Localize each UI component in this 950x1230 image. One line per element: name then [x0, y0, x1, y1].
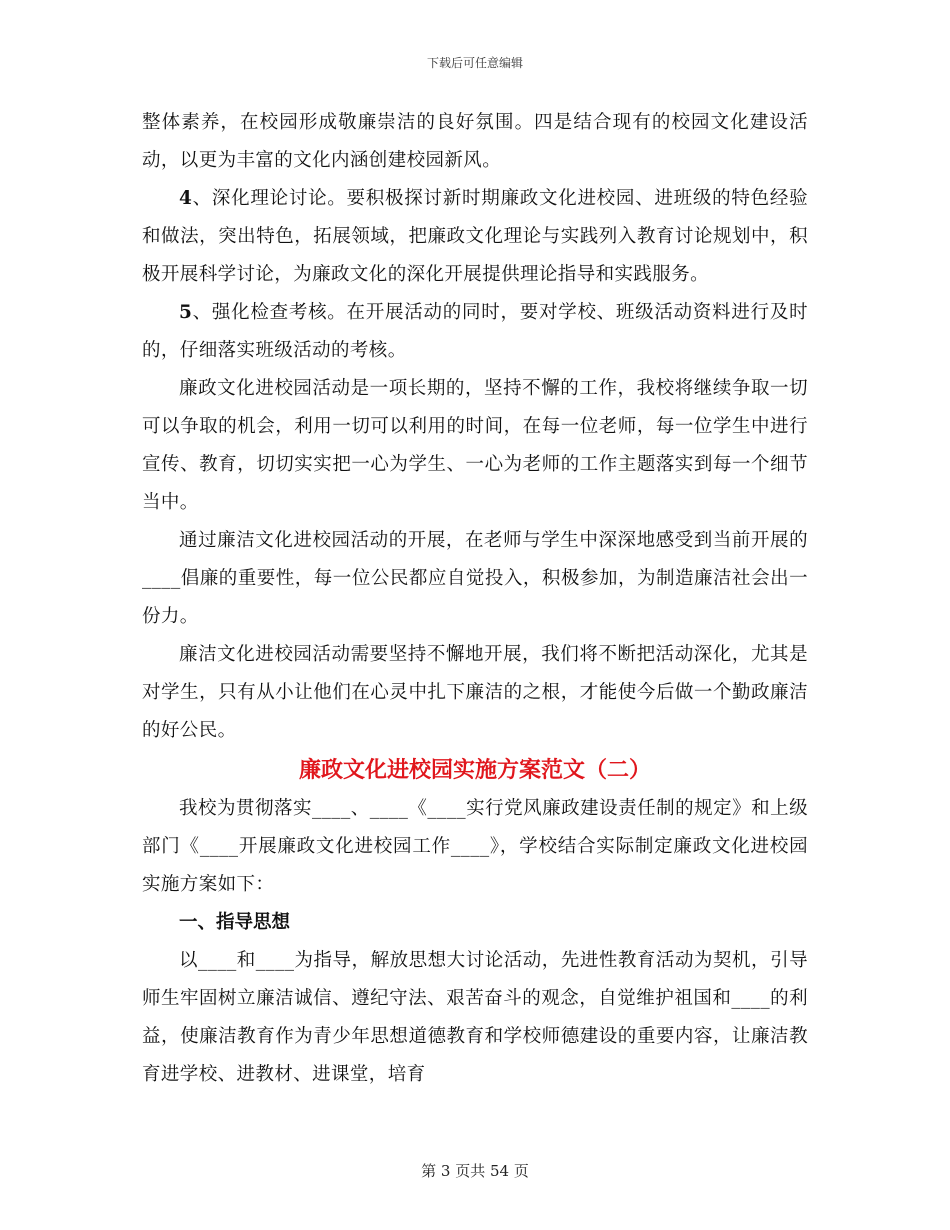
page-footer: 第 3 页共 54 页 [421, 1162, 529, 1180]
heading-guiding-thought: 一、指导思想 [179, 912, 291, 933]
paragraph-long-term: 廉政文化进校园活动是一项长期的，坚持不懈的工作，我校将继续争取一切可以争取的机会，利用一切可以利用的时间，在每一位老师，每一位学生中进行宣传、教育，切切实实把一心为学生、一心为老师的工作主题落实到每一个细节当中。 [142, 378, 808, 513]
paragraph-guiding-thought: 以____和____为指导，解放思想大讨论活动，先进性教育活动为契机，引导师生牢固树立廉洁诚信、遵纪守法、艰苦奋斗的观念，自觉维护祖国和____的利益，使廉洁教育作为青少年思想道德教育和学校师德建设的重要内容，让廉洁教育进学校、进教材、进课堂，培育 [142, 950, 808, 1085]
paragraph-continuation: 整体素养，在校园形成敬廉崇洁的良好氛围。四是结合现有的校园文化建设活动，以更为丰富的文化内涵创建校园新风。 [142, 112, 808, 171]
item-4-text: 、深化理论讨论。要积极探讨新时期廉政文化进校园、进班级的特色经验和做法，突出特色，拓展领域，把廉政文化理论与实践列入教育讨论规划中，积极开展科学讨论，为廉政文化的深化开展提供理论指导和实践服务。 [142, 188, 808, 285]
section-title: 廉政文化进校园实施方案范文（二） [298, 758, 651, 783]
page-header: 下载后可任意编辑 [426, 56, 523, 70]
item-number-5: 5 [179, 302, 193, 323]
paragraph-item-5 [142, 294, 808, 370]
section-intro: 我校为贯彻落实____、____《____实行党风廉政建设责任制的规定》和上级部门《____开展廉政文化进校园工作____》，学校结合实际制定廉政文化进校园实施方案如下： [142, 798, 808, 895]
item-5-text: 、强化检查考核。在开展活动的同时，要对学校、班级活动资料进行及时的，仔细落实班级活动的考核。 [142, 302, 808, 361]
paragraph-item-4 [142, 180, 808, 294]
paragraph-campus-activity: 通过廉洁文化进校园活动的开展，在老师与学生中深深地感受到当前开展的____倡廉的重要性，每一位公民都应自觉投入，积极参加，为制造廉洁社会出一份力。 [142, 530, 808, 627]
item-number-4: 4 [179, 188, 193, 209]
paragraph-persistence: 廉洁文化进校园活动需要坚持不懈地开展，我们将不断把活动深化，尤其是对学生，只有从小让他们在心灵中扎下廉洁的之根，才能使今后做一个勤政廉洁的好公民。 [142, 644, 808, 741]
document-body [142, 104, 808, 1094]
